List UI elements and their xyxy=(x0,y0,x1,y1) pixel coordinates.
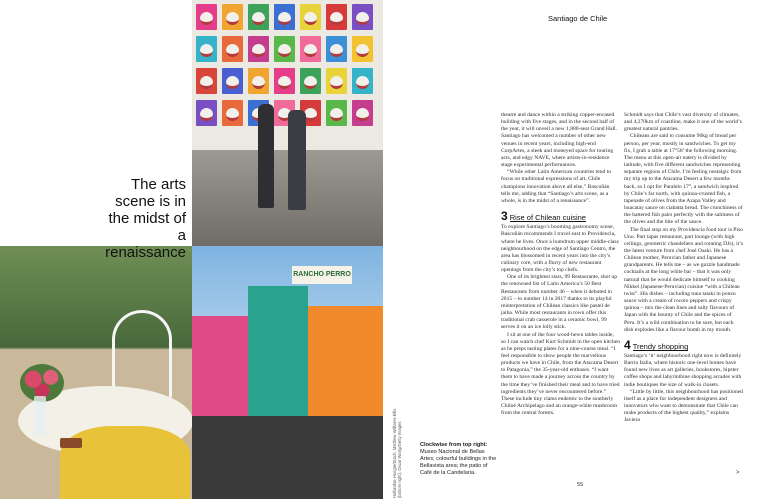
paragraph: I sit at one of the four wood-hewn tables inside, so I can watch chef Kurt Schmidt in the open kitchen as he preps tasting plates for a nine-course meal. “I feel responsible to show people the marvellous products we have in Chile, from the Atacama Desert to Patagonia,” the 35-year-old enthuses. “I want them to have made a journey across the country by the time they’ve finished their meal and to have tried ingredients they’ve never encountered before.” These include tiny clams endemic to the southerly Chiloé Archipelago and an orange-white mushroom from the central forests. xyxy=(501,331,620,417)
cafe-photo xyxy=(0,246,192,499)
paragraph: Chileans are said to consume 90kg of bread per person, per year, mostly in sandwiches. To get my fix, I grab a table at 17°58’ the following morning. The menu at this open-air eatery is divided by latitude, with five different sandwiches representing separate regions of Chile. I’m feeling nostalgic from my trip up to the Atacama Desert a few months back, so I opt for Paralelo 17°, a sandwich inspired by Chile’s far north, with quinoa-crusted fish, a tapenade of olives from the Azapa Valley and huacatay sauce on ciabatta bread. The crunchiness of the battered fish pairs perfectly with the saltiness of the olives and the bite of the sauce. xyxy=(624,133,743,226)
caption-body: Museo Nacional de Bellas Artes; colourful buildings in the Bellavista area; the patio of Café de la Candelaria. xyxy=(420,449,497,476)
section-heading xyxy=(501,211,620,222)
street-photo xyxy=(192,246,383,499)
photo-caption xyxy=(420,442,500,477)
visitor-figure xyxy=(288,110,306,210)
paragraph: “Little by little, this neighbourhood has positioned itself as a place for independent designers and innovators who want to demonstrate that Chile can make products of the highest quality,” explains Javiera xyxy=(624,388,743,424)
street-sign: RANCHO PERRO xyxy=(292,266,352,284)
headline: The arts scene is in the midst of a renaissance xyxy=(105,176,186,261)
painting xyxy=(326,36,347,62)
section-title: Trendy shopping xyxy=(632,341,689,351)
section-number: 4 xyxy=(624,337,631,352)
painting xyxy=(248,4,269,30)
vase xyxy=(34,396,46,436)
painting xyxy=(248,68,269,94)
painting xyxy=(352,36,373,62)
painting xyxy=(300,68,321,94)
running-head: Santiago de Chile xyxy=(548,14,608,23)
painting xyxy=(222,68,243,94)
paragraph: Schmidt says that Chile’s vast diversity of climates, and 4,270km of coastline, make it one of the world’s greatest natural pantries. xyxy=(624,112,742,133)
cake xyxy=(60,438,82,448)
painting xyxy=(222,36,243,62)
painting xyxy=(222,4,243,30)
painting xyxy=(326,4,347,30)
article-column-2 xyxy=(624,112,743,425)
painting xyxy=(196,68,217,94)
photo-credit: Hollandse Hoogte/Dutch; Matthew Williams-Ellis (bottom right); Oscar Wong/Getty Images xyxy=(392,408,402,498)
paragraph: The final stop on my Providencia food tour is Piso Uno. Part tapas restaurant, part lounge (with high ceilings, geometric chandeliers and rotating DJs), it’s the latest venture from chef José Osaki. He has a Chilean mother, Peruvian father and Japanese grandparents. He tells me – as we guzzle handmade cocktails at the long white bar – that it was only natural that he would dedicate himself to cooking Nikkei (Japanese-Peruvian) cuisine “with a Chilean twist”. His dishes – including tuna tataki in ponzu sauce with a cream of rocoto peppers and crispy quinoa – mix the clean lines and salty flavours of Japan with the bounty of Chile and the spices of Peru. It’s a wild combination to be sure, but each dish explodes like a flavour bomb in my mouth. xyxy=(624,226,743,333)
painting xyxy=(326,68,347,94)
paragraph: One of its brightest stars, 99 Restaurante, shot up the renowned list of Latin America’s 50 Best Restaurants from number 46 – when it debuted in 2015 – to number 14 in 2017 thanks to its playful reinterpretation of Chilean classics like pastel de jaiba. While most restaurants in town offer this traditional crab casserole in a ceramic bowl, 99 serves it on an ice lolly stick. xyxy=(501,274,617,331)
building xyxy=(308,306,383,416)
painting xyxy=(196,4,217,30)
street xyxy=(192,416,383,499)
paragraph: “While other Latin American countries tend to focus on traditional expressions of art, Chile champions innovation above all else,” Bascuñán tells me, adding that “Santiago’s arts scene, as a whole, is in the midst of a renaissance”. xyxy=(501,169,612,204)
painting xyxy=(222,100,243,126)
page-number: 55 xyxy=(577,482,584,488)
gallery-photo xyxy=(192,0,383,246)
painting xyxy=(300,36,321,62)
painting xyxy=(248,36,269,62)
painting xyxy=(274,4,295,30)
painting xyxy=(300,4,321,30)
caption-lead: Clockwise from top right: xyxy=(420,442,488,448)
painting xyxy=(196,36,217,62)
section-title: Rise of Chilean cuisine xyxy=(509,213,586,223)
building xyxy=(192,316,248,416)
painting xyxy=(196,100,217,126)
paragraph: To explore Santiago’s booming gastronomy scene, Bascuñán recommends I travel east to Providencia, where he lives. Once a humdrum upper middle-class neighbourhood on the edge of Santiago Centro, the area has blossomed in recent years into the city’s culinary core, with a flurry of new restaurant openings from the city’s top chefs. xyxy=(501,224,619,274)
tablecloth xyxy=(60,426,190,499)
painting xyxy=(274,36,295,62)
painting xyxy=(326,100,347,126)
painting xyxy=(352,68,373,94)
painting xyxy=(352,4,373,30)
painting xyxy=(352,100,373,126)
continue-arrow-icon[interactable]: > xyxy=(736,470,740,476)
visitor-figure xyxy=(258,104,274,208)
section-heading xyxy=(624,337,743,352)
painting xyxy=(274,68,295,94)
building xyxy=(248,286,308,416)
article-column-1 xyxy=(501,112,620,417)
paragraph: theatre and dance within a striking copper-encased building with five stages, and in the second half of the year, it will unveil a new 1,880-seat Grand Hall. Santiago has welcomed a number of other new venues in recent years, including high-end CorpArtes, a sleek and moneyed space for touring acts, and edgy NAVE, where artists-in-residence stage experimental performances. xyxy=(501,112,617,169)
section-number: 3 xyxy=(501,209,508,224)
paragraph: Santiago’s ‘it’ neighbourhood right now is definitely Barrio Italia, where historic one-level homes have found new lives as art galleries, bookstores, hipster coffee shops and labyrinthine shopping arcades with indie boutiques the size of walk-in closets. xyxy=(624,353,742,388)
